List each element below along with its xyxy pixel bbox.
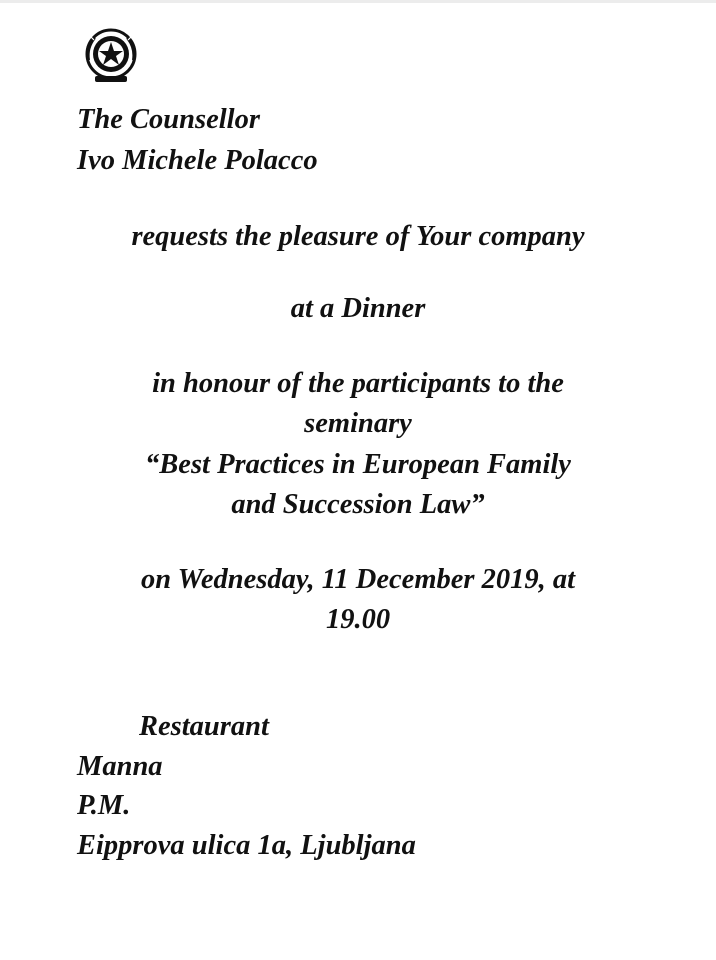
honour-line-1: in honour of the participants to the	[152, 368, 564, 399]
venue-suffix: P.M.	[77, 790, 131, 821]
venue-label: Restaurant	[139, 711, 269, 742]
venue-address: Eipprova ulica 1a, Ljubljana	[77, 830, 416, 861]
seminar-title-line-1: “Best Practices in European Family	[145, 449, 571, 480]
seminar-title-line-2: and Succession Law”	[231, 489, 485, 520]
date-line-2: 19.00	[325, 604, 391, 635]
date-line-1: on Wednesday, 11 December 2019, at	[140, 564, 576, 595]
host-name: Ivo Michele Polacco	[77, 145, 318, 176]
top-strip	[0, 0, 716, 3]
venue-name: Manna	[77, 751, 163, 782]
request-line: requests the pleasure of Your company	[131, 221, 585, 252]
event-line: at a Dinner	[290, 293, 426, 324]
honour-line-2: seminary	[304, 408, 412, 439]
italian-republic-emblem-icon	[81, 26, 141, 86]
host-title: The Counsellor	[77, 104, 260, 135]
